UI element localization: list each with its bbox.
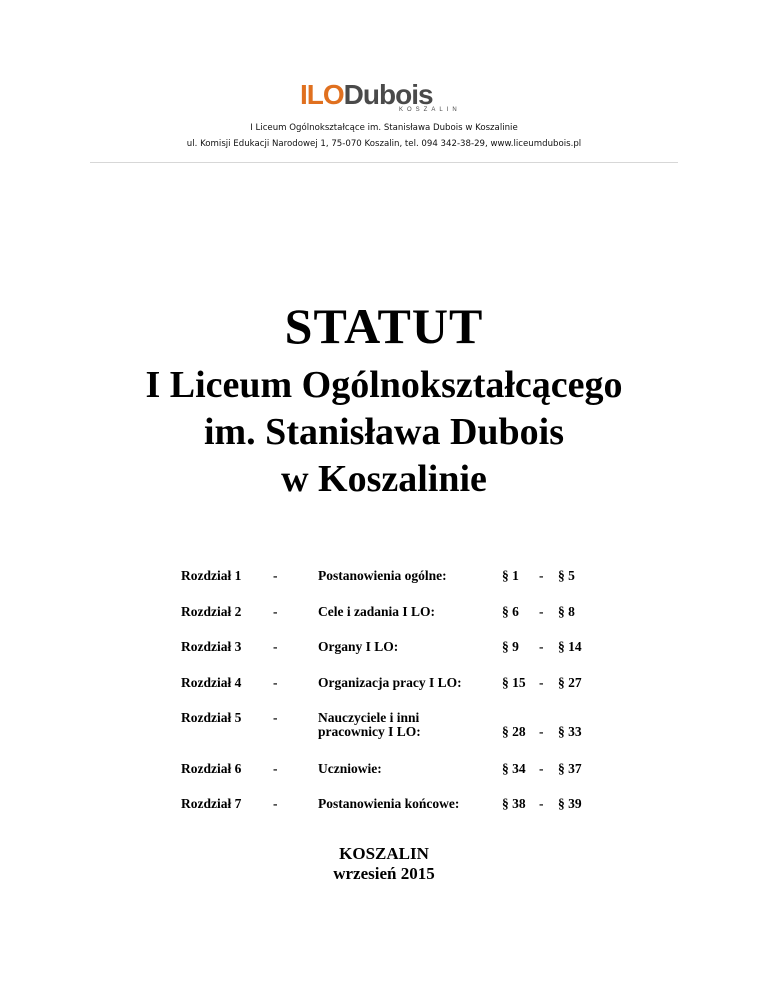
toc-sep: - (539, 796, 544, 811)
toc-dash: - (273, 675, 278, 690)
toc-title: Uczniowie: (318, 761, 382, 776)
toc-chapter: Rozdział 1 (181, 568, 242, 583)
toc-dash: - (273, 796, 278, 811)
toc-from: § 28 (502, 724, 526, 739)
toc-title: Cele i zadania I LO: (318, 604, 435, 619)
subtitle-line-1: I Liceum Ogólnokształcącego (145, 364, 623, 406)
school-address-line: ul. Komisji Edukacji Narodowej 1, 75-070 Koszalin, tel. 094 342-38-29, www.liceumdubois.pl (186, 139, 582, 149)
document-footer (0, 844, 768, 884)
toc-dash: - (273, 568, 278, 583)
toc-sep: - (539, 761, 544, 776)
toc-dash: - (273, 710, 278, 725)
toc-chapter: Rozdział 4 (181, 675, 242, 690)
logo-city-text: KOSZALIN (399, 107, 461, 113)
toc-to: § 33 (558, 724, 582, 739)
logo-ilo-text: ILO (300, 79, 344, 110)
subtitle-line-2: im. Stanisława Dubois (203, 411, 565, 453)
toc-to: § 39 (558, 796, 582, 811)
toc-dash: - (273, 639, 278, 654)
toc-title: Organizacja pracy I LO: (318, 675, 462, 690)
toc-sep: - (539, 568, 544, 583)
toc-from: § 38 (502, 796, 526, 811)
toc-dash: - (273, 761, 278, 776)
toc-from: § 1 (502, 568, 519, 583)
header-divider (90, 162, 678, 163)
toc-chapter: Rozdział 5 (181, 710, 242, 725)
toc-from: § 9 (502, 639, 519, 654)
toc-sep: - (539, 639, 544, 654)
toc-chapter: Rozdział 6 (181, 761, 242, 776)
school-name-line: I Liceum Ogólnokształcące im. Stanisława Dubois w Koszalinie (250, 123, 518, 133)
toc-sep: - (539, 724, 544, 739)
toc-title-line-2: pracownicy I LO: (318, 724, 421, 739)
toc-chapter: Rozdział 7 (181, 796, 242, 811)
toc-to: § 5 (558, 568, 575, 583)
toc-to: § 8 (558, 604, 575, 619)
toc-to: § 27 (558, 675, 582, 690)
toc-from: § 34 (502, 761, 526, 776)
toc-from: § 15 (502, 675, 526, 690)
toc-title: Postanowienia ogólne: (318, 568, 447, 583)
letterhead (0, 0, 768, 170)
toc-title-line-1: Nauczyciele i inni (318, 710, 420, 725)
toc-sep: - (539, 604, 544, 619)
toc-title: Organy I LO: (318, 639, 399, 654)
footer-city: KOSZALIN (339, 844, 429, 863)
toc-to: § 37 (558, 761, 582, 776)
toc-dash: - (273, 604, 278, 619)
school-logo (300, 80, 480, 120)
subtitle-line-3: w Koszalinie (281, 458, 487, 500)
footer-date: wrzesień 2015 (333, 864, 435, 883)
document-subtitle (0, 362, 768, 503)
logo-dubois-text: Dubois (343, 79, 433, 110)
document-title: STATUT (284, 298, 484, 354)
toc-chapter: Rozdział 2 (181, 604, 242, 619)
toc-from: § 6 (502, 604, 519, 619)
toc-chapter: Rozdział 3 (181, 639, 242, 654)
toc-sep: - (539, 675, 544, 690)
toc-title: Postanowienia końcowe: (318, 796, 460, 811)
toc-to: § 14 (558, 639, 582, 654)
